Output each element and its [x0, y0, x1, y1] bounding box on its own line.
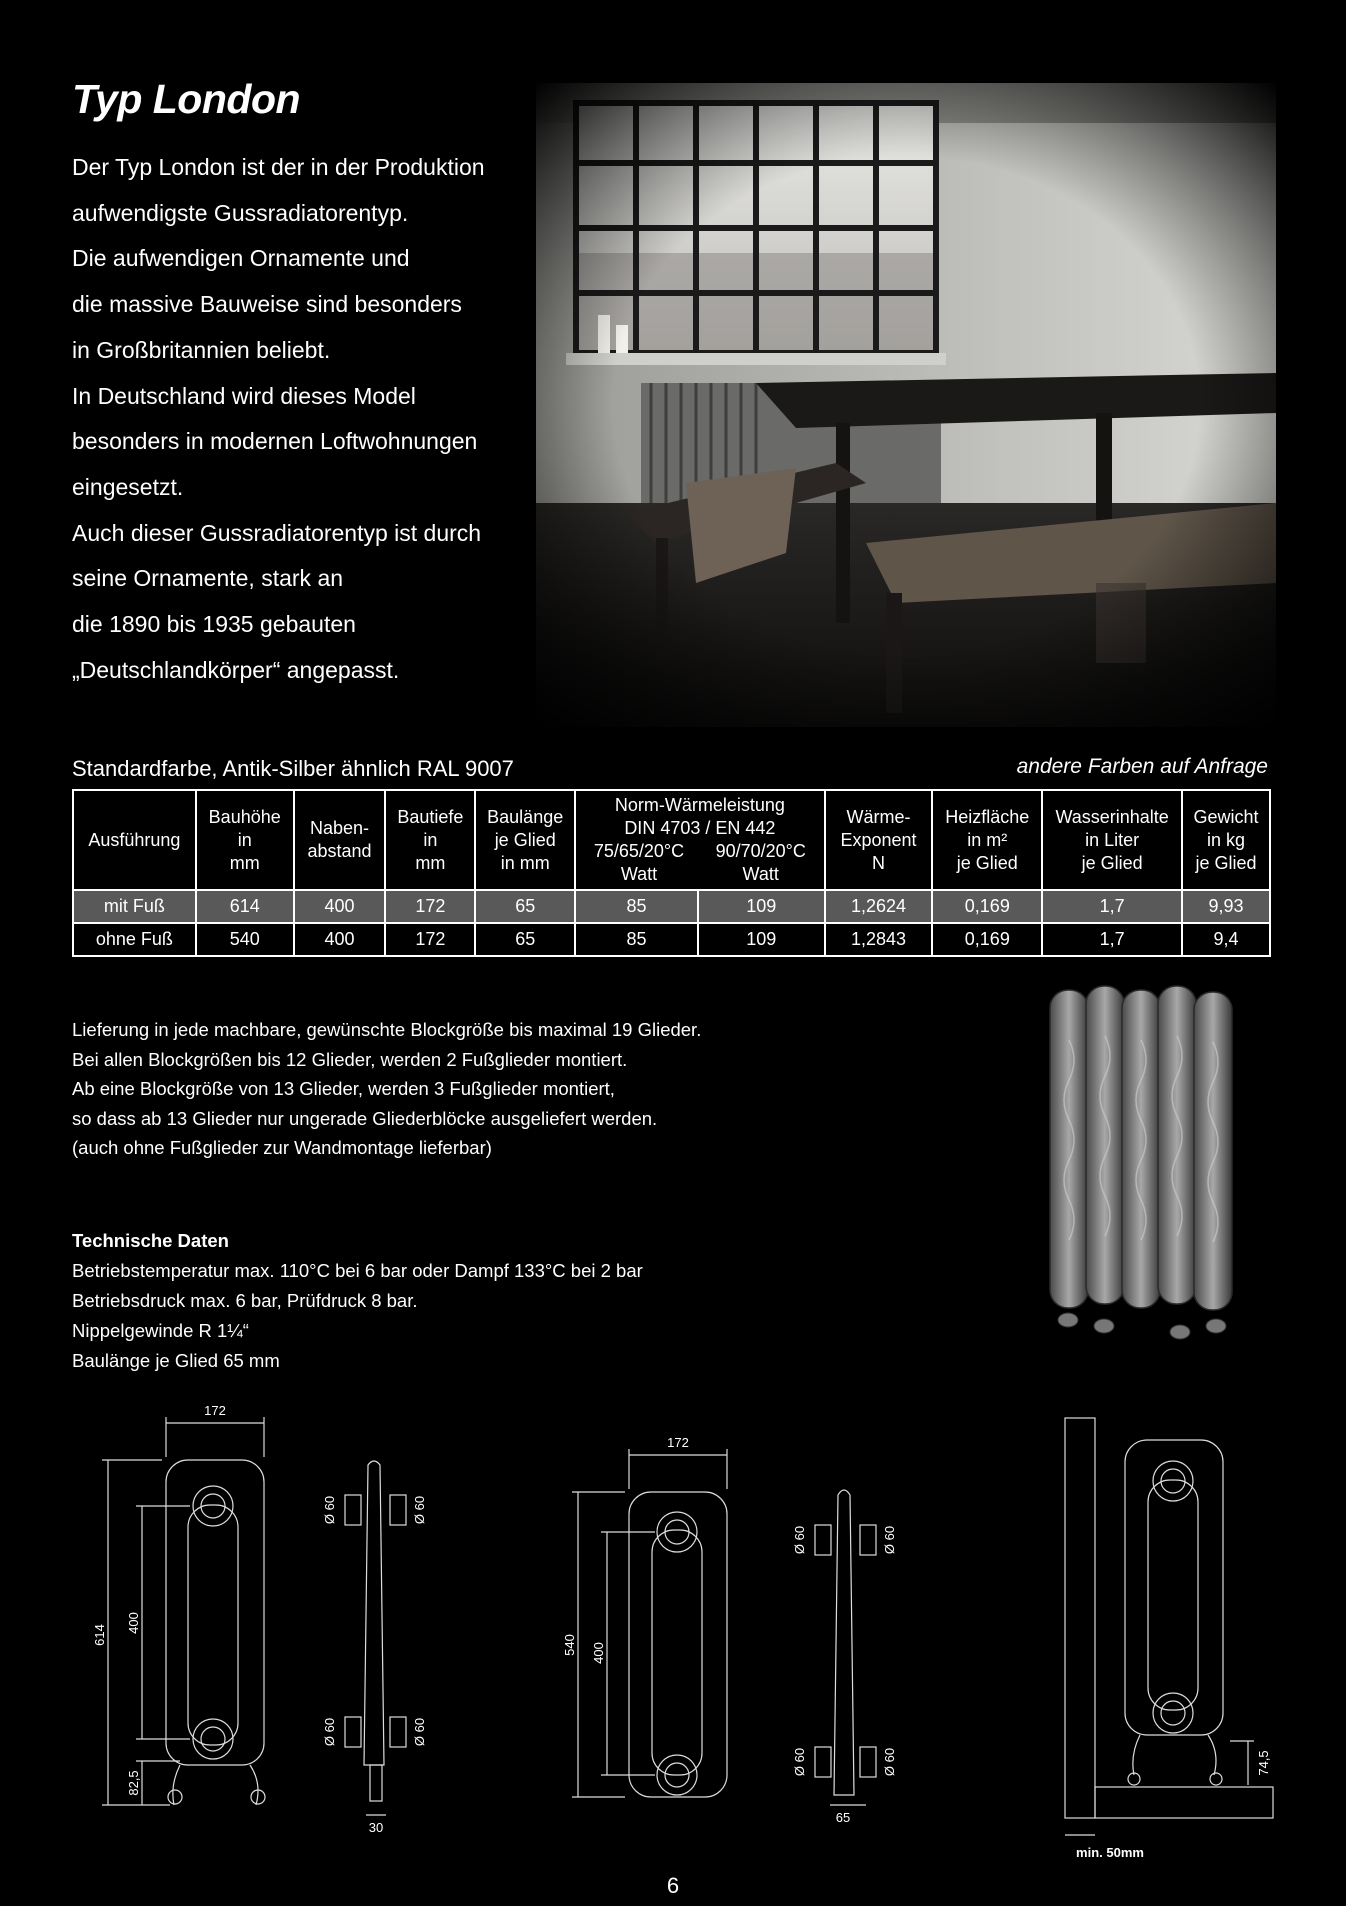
header-exponent: Wärme- Exponent N — [825, 790, 933, 890]
dim-dia-4: Ø 60 — [412, 1717, 427, 1747]
table-row — [73, 890, 1270, 923]
technical-data-title: Technische Daten — [72, 1230, 229, 1251]
table-cell: 109 — [698, 923, 825, 956]
dim-height-1: 614 — [92, 1624, 107, 1646]
room-photo — [536, 83, 1276, 727]
table-cell: 614 — [196, 890, 294, 923]
header-norm-waermeleistung: Norm-Wärmeleistung DIN 4703 / EN 442 75/65/20°C Watt 90/70/20°C Watt — [575, 790, 824, 890]
table-cell: 85 — [575, 890, 698, 923]
table-cell: 0,169 — [932, 890, 1042, 923]
intro-line: Die aufwendigen Ornamente und — [72, 245, 410, 272]
dim-foot-5: 74,5 — [1256, 1750, 1271, 1776]
dim-hub-1: 400 — [126, 1612, 141, 1634]
intro-line: seine Ornamente, stark an — [72, 565, 344, 592]
intro-line: die 1890 bis 1935 gebauten — [72, 611, 356, 638]
other-colors-note: andere Farben auf Anfrage — [1016, 755, 1268, 778]
table-cell: mit Fuß — [73, 890, 196, 923]
dim-dia-2: Ø 60 — [412, 1495, 427, 1525]
table-cell: 1,2843 — [825, 923, 933, 956]
dim-hub-3: 400 — [591, 1642, 606, 1664]
table-cell: 172 — [385, 890, 475, 923]
header-ausfuehrung: Ausführung — [73, 790, 196, 890]
intro-line: „Deutschlandkörper“ angepasst. — [72, 656, 400, 683]
intro-line: aufwendigste Gussradiatorentyp. — [72, 199, 409, 226]
dim-foot-1: 82,5 — [126, 1770, 141, 1796]
table-cell: 85 — [575, 923, 698, 956]
table-cell: 1,7 — [1042, 923, 1182, 956]
intro-line: in Großbritannien beliebt. — [72, 336, 331, 363]
header-bautiefe: Bautiefe in mm — [385, 790, 475, 890]
intro-line: besonders in modernen Loftwohnungen — [72, 428, 478, 455]
intro-line: eingesetzt. — [72, 473, 184, 500]
intro-line: In Deutschland wird dieses Model — [72, 382, 416, 409]
header-heizflaeche: Heizfläche in m² je Glied — [932, 790, 1042, 890]
page-title: Typ London — [72, 76, 301, 122]
dim-dia-7: Ø 60 — [792, 1747, 807, 1777]
intro-line: die massive Bauweise sind besonders — [72, 291, 462, 318]
technical-data-line: Nippelgewinde R 1¼“ — [72, 1320, 249, 1341]
technical-drawings — [0, 1395, 1346, 1865]
table-cell: 65 — [475, 890, 575, 923]
delivery-info — [72, 1015, 701, 1163]
table-row — [73, 923, 1270, 956]
technical-data-line: Betriebsdruck max. 6 bar, Prüfdruck 8 bar. — [72, 1290, 418, 1311]
dim-wall-distance: min. 50mm — [1076, 1845, 1144, 1860]
delivery-line: (auch ohne Fußglieder zur Wandmontage lieferbar) — [72, 1137, 492, 1158]
table-cell: 0,169 — [932, 923, 1042, 956]
dim-height-3: 540 — [562, 1634, 577, 1656]
table-cell: 9,4 — [1182, 923, 1270, 956]
delivery-line: Lieferung in jede machbare, gewünschte Blockgröße bis maximal 19 Glieder. — [72, 1019, 702, 1040]
header-wasserinhalt: Wasserinhalte in Liter je Glied — [1042, 790, 1182, 890]
dim-dia-6: Ø 60 — [882, 1525, 897, 1555]
intro-line: Auch dieser Gussradiatorentyp ist durch — [72, 519, 482, 546]
dim-width-1: 172 — [204, 1403, 226, 1418]
table-cell: 172 — [385, 923, 475, 956]
header-gewicht: Gewicht in kg je Glied — [1182, 790, 1270, 890]
dim-dia-5: Ø 60 — [792, 1525, 807, 1555]
table-cell: 109 — [698, 890, 825, 923]
technical-data-line: Betriebstemperatur max. 110°C bei 6 bar oder Dampf 133°C bei 2 bar — [72, 1260, 643, 1281]
delivery-line: Ab eine Blockgröße von 13 Glieder, werden 3 Fußglieder montiert, — [72, 1078, 615, 1099]
table-cell: 1,7 — [1042, 890, 1182, 923]
dim-dia-1: Ø 60 — [322, 1495, 337, 1525]
spec-table — [72, 789, 1271, 957]
table-header-row — [73, 790, 1270, 890]
header-bauhoehe: Bauhöhe in mm — [196, 790, 294, 890]
dim-dia-3: Ø 60 — [322, 1717, 337, 1747]
dim-dia-8: Ø 60 — [882, 1747, 897, 1777]
table-cell: ohne Fuß — [73, 923, 196, 956]
delivery-line: Bei allen Blockgrößen bis 12 Glieder, werden 2 Fußglieder montiert. — [72, 1048, 628, 1070]
table-cell: 400 — [294, 923, 386, 956]
technical-data-line: Baulänge je Glied 65 mm — [72, 1350, 280, 1371]
delivery-line: so dass ab 13 Glieder nur ungerade Gliederblöcke ausgeliefert werden. — [72, 1107, 658, 1129]
table-cell: 400 — [294, 890, 386, 923]
table-cell: 9,93 — [1182, 890, 1270, 923]
radiator-product-image — [1040, 980, 1260, 1360]
technical-data — [72, 1226, 643, 1376]
intro-line: Der Typ London ist der in der Produktion — [72, 154, 485, 180]
header-baulaenge: Baulänge je Glied in mm — [475, 790, 575, 890]
table-cell: 65 — [475, 923, 575, 956]
dim-width-2: 30 — [368, 1820, 384, 1835]
header-nabenabstand: Naben- abstand — [294, 790, 386, 890]
dim-width-3: 172 — [667, 1435, 689, 1450]
table-cell: 1,2624 — [825, 890, 933, 923]
intro-text — [72, 145, 532, 693]
table-cell: 540 — [196, 923, 294, 956]
page-number: 6 — [666, 1873, 680, 1898]
standard-color-text: Standardfarbe, Antik-Silber ähnlich RAL 9007 — [72, 756, 514, 781]
dim-width-4: 65 — [835, 1810, 851, 1825]
